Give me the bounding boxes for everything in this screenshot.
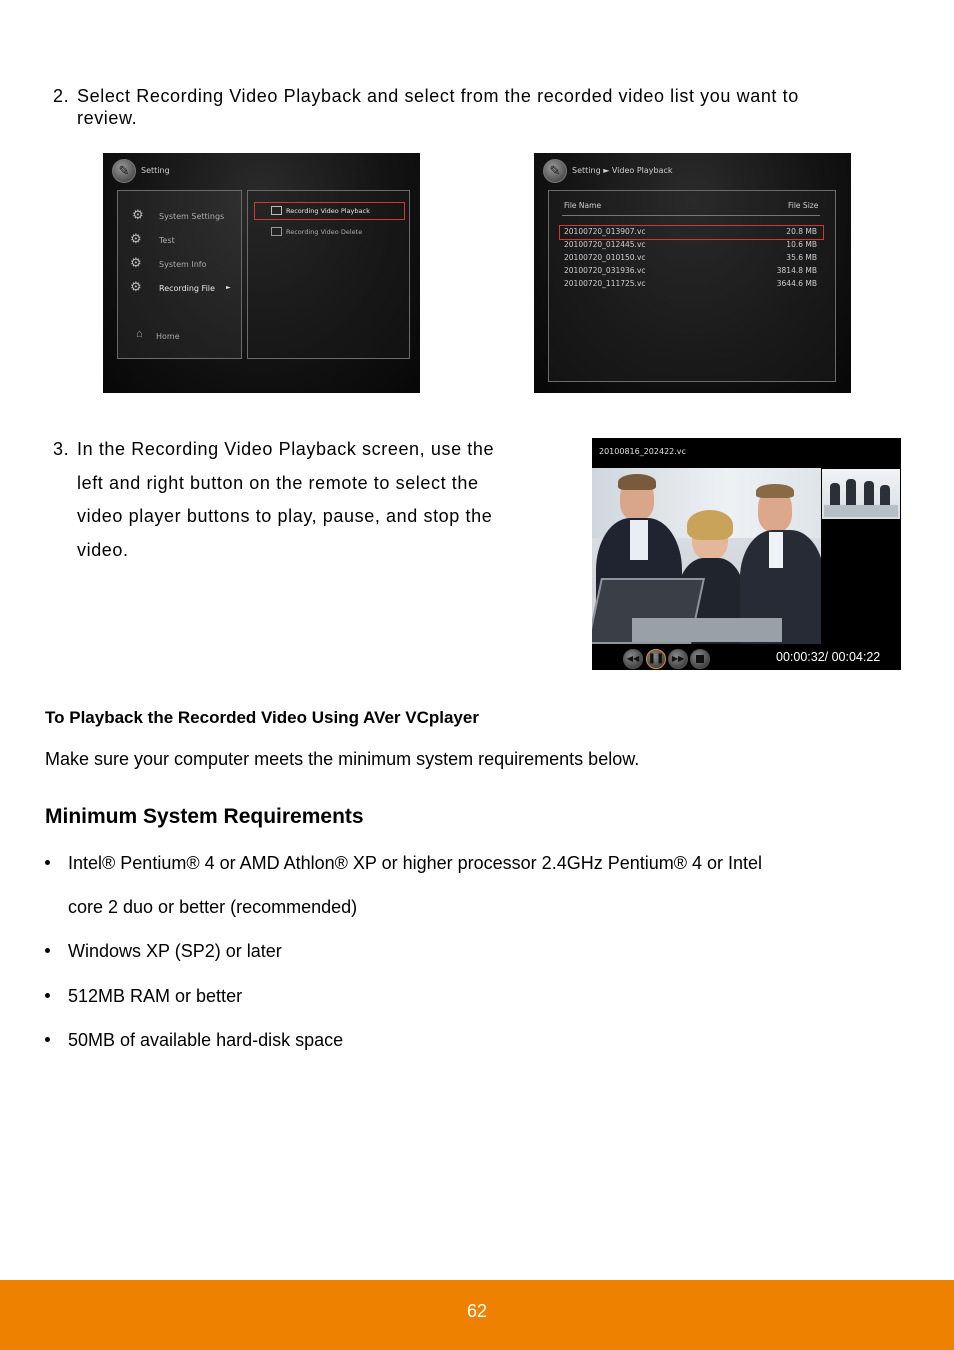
list-item <box>45 986 242 1007</box>
step-3-line: video. <box>77 539 129 560</box>
file-name: 20100720_012445.vc <box>564 240 646 249</box>
setting-title: Setting <box>141 166 170 175</box>
requirement-line: Windows XP (SP2) or later <box>68 941 282 961</box>
file-name: 20100720_031936.vc <box>564 266 646 275</box>
submenu-recording-video-playback[interactable]: Recording Video Playback <box>286 207 370 215</box>
list-item <box>45 1030 343 1051</box>
file-name: 20100720_013907.vc <box>564 227 646 236</box>
recording-file-icon: ⚙ <box>130 279 142 294</box>
page-number: 62 <box>466 1301 488 1321</box>
pause-icon: ❚❚ <box>647 653 665 664</box>
system-settings-gear-icon: ⚙ <box>132 207 144 222</box>
list-item <box>45 941 282 962</box>
home-icon: ⌂ <box>136 328 143 340</box>
playback-time: 00:00:32/ 00:04:22 <box>776 650 881 664</box>
list-item-continuation <box>45 897 357 918</box>
video-playback-screenshot <box>534 153 851 393</box>
section-heading: To Playback the Recorded Video Using AVer VCplayer <box>45 708 479 727</box>
requirements-heading: Minimum System Requirements <box>45 805 364 828</box>
test-gear-icon: ⚙ <box>130 231 142 246</box>
file-size: 35.6 MB <box>786 253 817 262</box>
bullet-dot <box>45 1037 50 1042</box>
file-row[interactable] <box>564 266 817 278</box>
file-row[interactable] <box>564 240 817 252</box>
video-frame-image <box>592 468 821 644</box>
step-2-text-line2: review. <box>77 108 138 128</box>
step-3 <box>53 433 553 567</box>
col-file-size: File Size <box>788 201 819 210</box>
requirement-line: 512MB RAM or better <box>68 986 243 1006</box>
file-size: 10.6 MB <box>786 240 817 249</box>
file-size: 20.8 MB <box>786 227 817 236</box>
video-player-screenshot <box>592 438 901 670</box>
file-name: 20100720_010150.vc <box>564 253 646 262</box>
requirement-line: core 2 duo or better (recommended) <box>68 897 358 917</box>
file-row[interactable] <box>564 253 817 265</box>
requirement-line: 50MB of available hard-disk space <box>68 1030 344 1050</box>
menu-system-info[interactable]: System Info <box>159 260 207 269</box>
wrench-icon: ✎ <box>543 159 567 183</box>
bullet-dot <box>45 993 50 998</box>
video-playback-title: Setting ► Video Playback <box>572 166 673 175</box>
page-footer <box>0 1280 954 1350</box>
menu-recording-file[interactable]: Recording File <box>159 284 215 293</box>
step-3-number: 3. <box>53 439 70 459</box>
stop-icon <box>696 655 704 663</box>
video-filename: 20100816_202422.vc <box>599 447 686 456</box>
delete-icon <box>271 227 282 236</box>
menu-test[interactable]: Test <box>159 236 175 245</box>
file-size: 3814.8 MB <box>776 266 817 275</box>
file-name: 20100720_111725.vc <box>564 279 646 288</box>
step-3-line: left and right button on the remote to select the <box>77 472 479 493</box>
step-2 <box>53 85 913 129</box>
setting-menu-screenshot <box>103 153 420 393</box>
wrench-icon: ✎ <box>112 159 136 183</box>
playback-icon <box>271 206 282 215</box>
requirement-line: Intel® Pentium® 4 or AMD Athlon® XP or higher processor 2.4GHz Pentium® 4 or Intel <box>68 853 763 873</box>
video-thumbnail <box>822 469 900 519</box>
bullet-dot <box>45 948 50 953</box>
section-intro: Make sure your computer meets the minimum system requirements below. <box>45 749 640 769</box>
step-3-line: video player buttons to play, pause, and stop the <box>77 506 493 526</box>
list-item <box>45 853 865 874</box>
file-size: 3644.6 MB <box>776 279 817 288</box>
step-2-number: 2. <box>53 86 70 106</box>
menu-system-settings[interactable]: System Settings <box>159 212 225 221</box>
fast-forward-icon: ▶▶ <box>671 654 685 663</box>
submenu-recording-video-delete[interactable]: Recording Video Delete <box>286 228 363 236</box>
system-info-gear-icon: ⚙ <box>130 255 142 270</box>
header-divider <box>562 215 820 216</box>
file-row[interactable] <box>564 279 817 291</box>
step-2-text-line1: Select Recording Video Playback and select from the recorded video list you want to <box>77 86 799 106</box>
bullet-dot <box>45 860 50 865</box>
rewind-icon: ◀◀ <box>626 654 640 663</box>
col-file-name: File Name <box>564 201 602 210</box>
file-row[interactable] <box>564 227 817 239</box>
menu-arrow-icon: ► <box>226 284 231 291</box>
menu-home[interactable]: Home <box>156 332 180 341</box>
step-3-line: In the Recording Video Playback screen, use the <box>77 439 495 459</box>
